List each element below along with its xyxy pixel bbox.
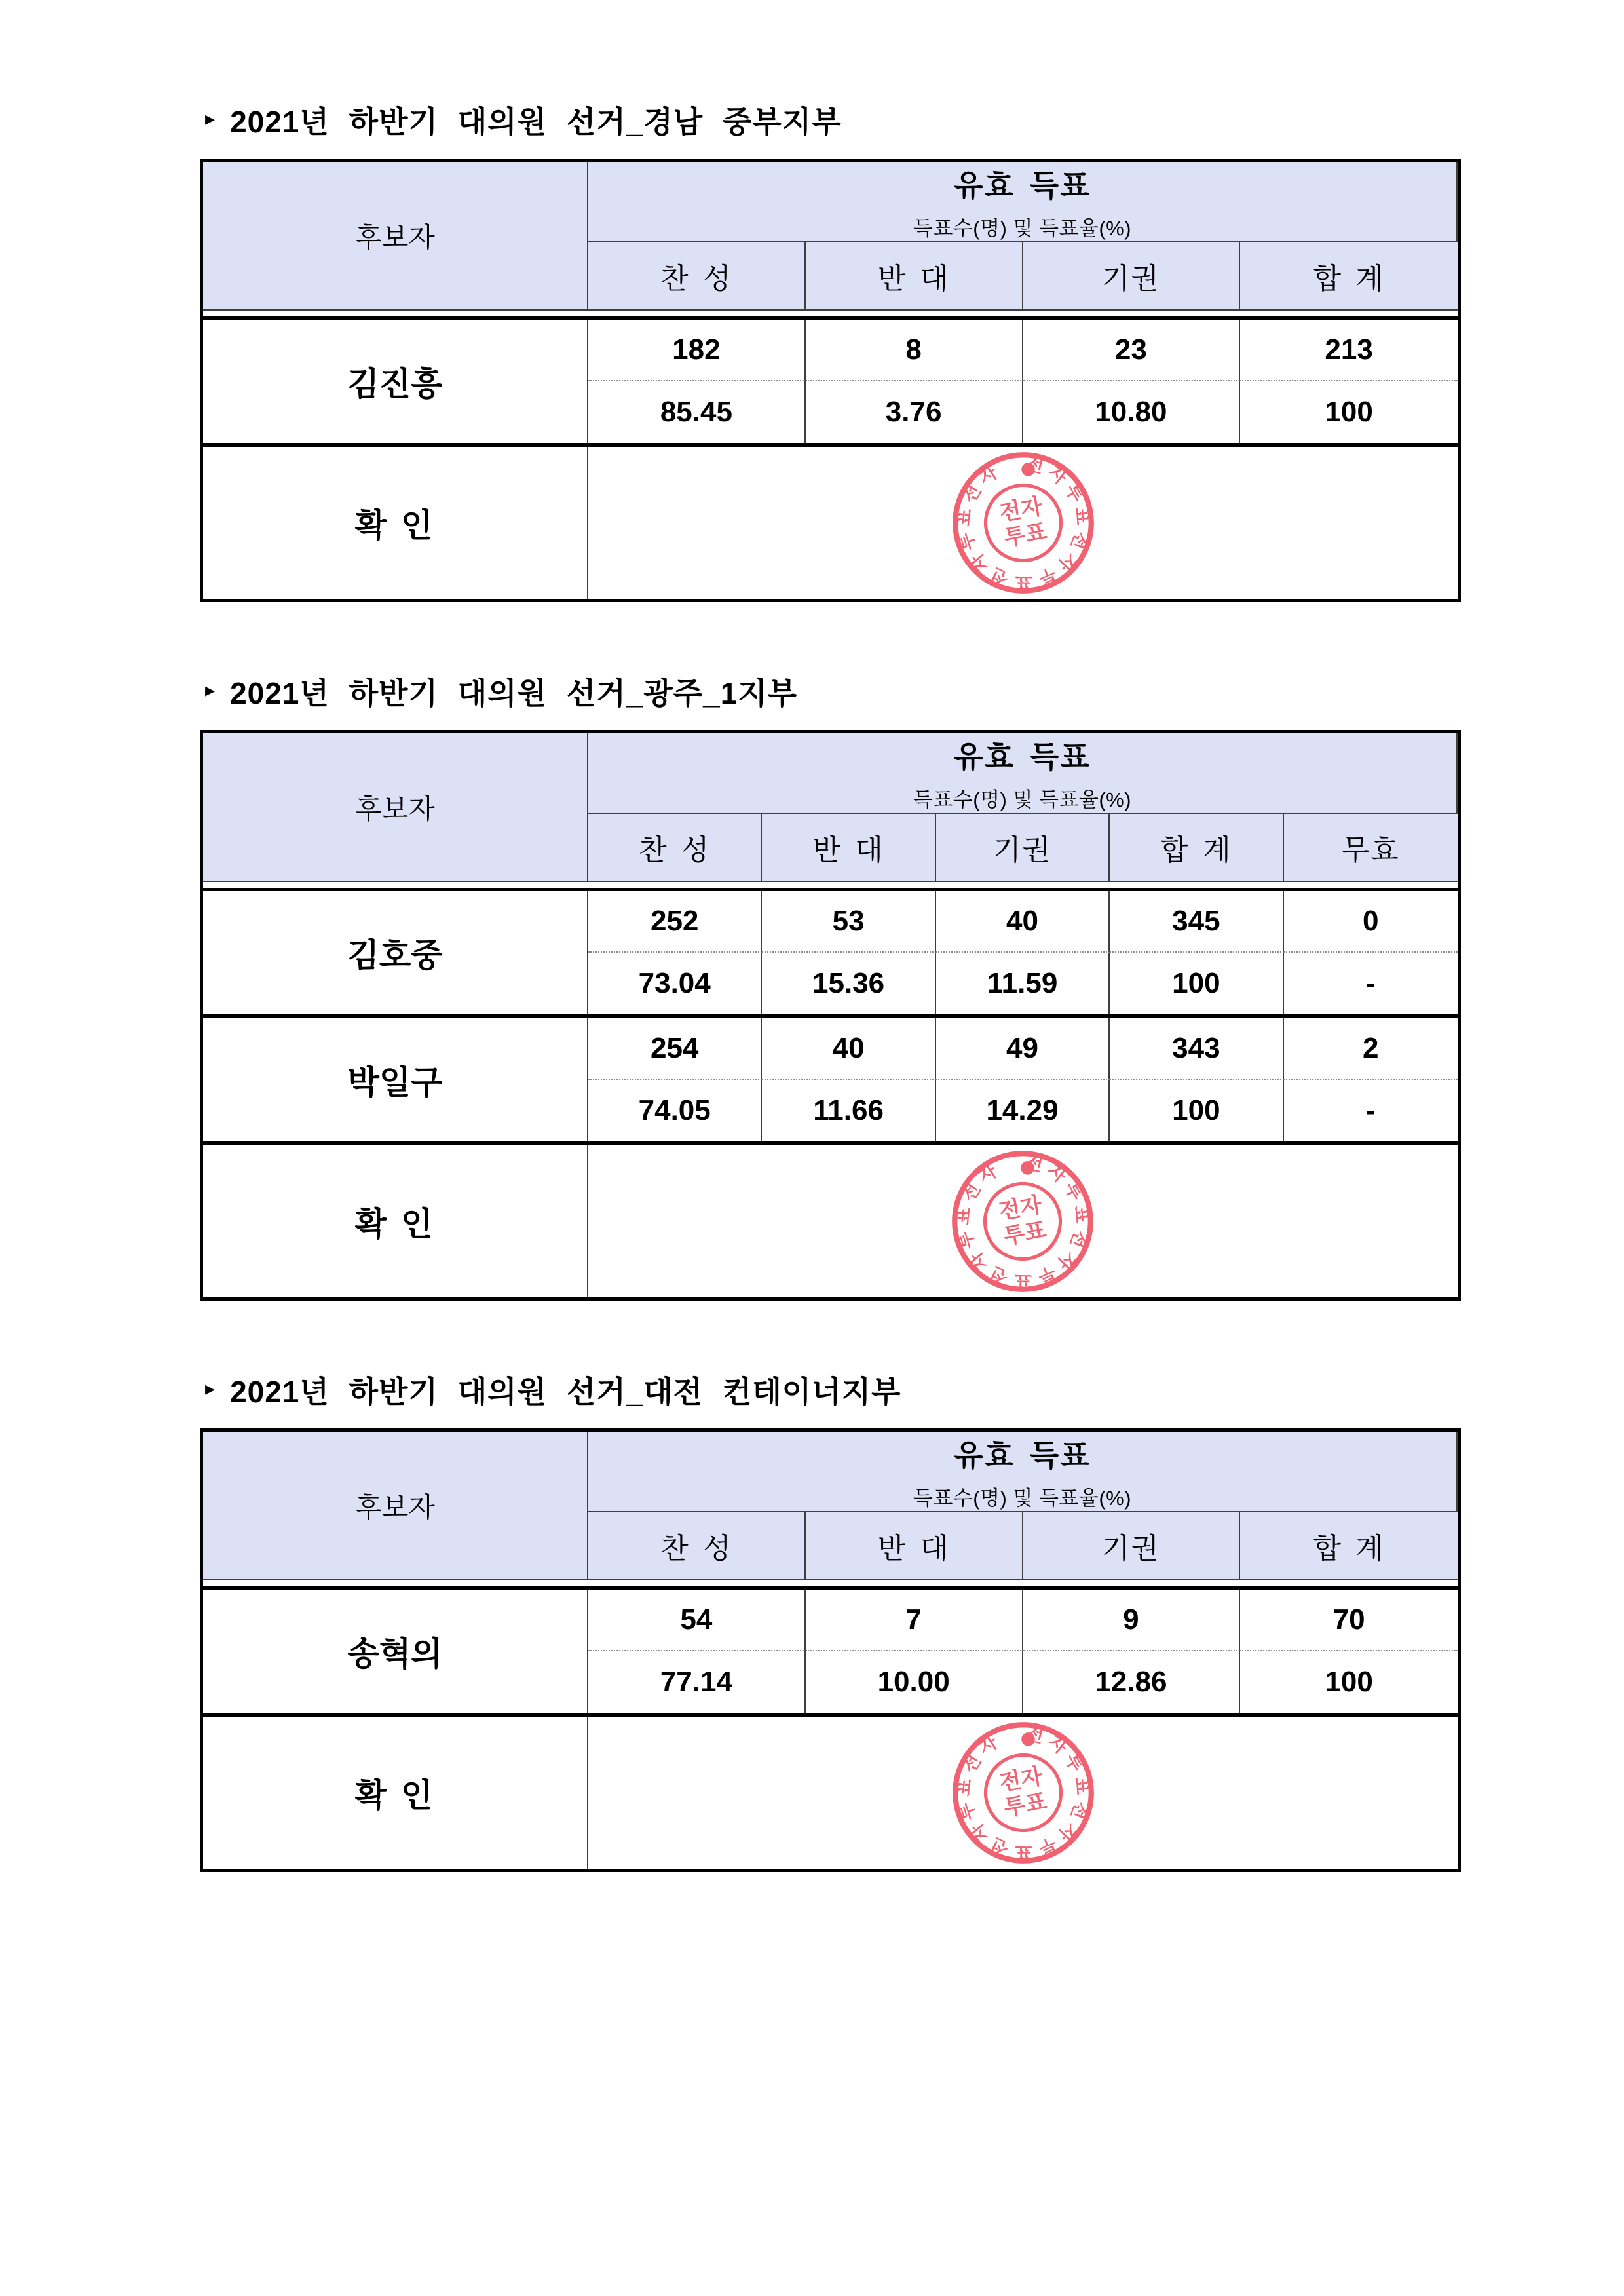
results-table — [200, 1428, 1461, 1872]
header-divider — [203, 1579, 1458, 1590]
svg-text:전자투표전자투표전자투표전자: 전자투표전자투표전자투표전자 — [953, 1151, 1093, 1292]
vote-rate-cell: 10.00 — [806, 1651, 1023, 1713]
valid-votes-title: 유효 득표 — [954, 1438, 1091, 1472]
triangle-bullet-icon: ▸ — [205, 1377, 216, 1400]
confirm-stamp-cell — [588, 1717, 1458, 1869]
electronic-vote-stamp — [949, 1719, 1097, 1867]
confirm-label-cell: 확 인 — [203, 447, 588, 599]
vote-count-cell: 343 — [1110, 1018, 1283, 1080]
column-header: 기권 — [1023, 1512, 1241, 1579]
candidate-name-cell: 김호중 — [203, 891, 588, 1014]
vote-rate-cell: 10.80 — [1023, 381, 1241, 443]
triangle-bullet-icon: ▸ — [205, 107, 216, 130]
confirm-label-cell: 확 인 — [203, 1717, 588, 1869]
vote-count-cell: 182 — [588, 320, 806, 381]
section-title — [205, 670, 1461, 713]
vote-rate-cell: 100 — [1110, 1080, 1283, 1141]
section-title — [205, 1368, 1461, 1411]
section-daejeon — [200, 1368, 1461, 1872]
vote-count-cell: 23 — [1023, 320, 1241, 381]
vote-count-cell: 53 — [762, 891, 935, 953]
results-table — [200, 730, 1461, 1301]
section-title-text: 2021년 하반기 대의원 선거_경남 중부지부 — [230, 105, 842, 139]
svg-text:전자: 전자 — [997, 1192, 1044, 1225]
valid-votes-subtitle: 득표수(명) 및 득표율(%) — [913, 788, 1132, 811]
confirm-label-cell: 확 인 — [203, 1145, 588, 1297]
column-header: 무효 — [1284, 814, 1458, 881]
vote-rate-cell: 100 — [1325, 1666, 1373, 1698]
svg-text:투표: 투표 — [1002, 519, 1049, 551]
vote-rate-cell: 73.04 — [588, 953, 762, 1014]
vote-count-cell: 0 — [1284, 891, 1458, 953]
column-header: 찬 성 — [588, 814, 762, 881]
vote-count-cell: 213 — [1240, 320, 1458, 381]
vote-rate-cell: 12.86 — [1023, 1651, 1241, 1713]
candidate-header-cell: 후보자 — [203, 162, 588, 309]
column-header: 합 계 — [1110, 814, 1283, 881]
vote-count-cell: 8 — [806, 320, 1023, 381]
vote-count-cell: 70 — [1240, 1590, 1458, 1651]
section-gwangju — [200, 670, 1461, 1301]
vote-count-cell: 40 — [762, 1018, 935, 1080]
confirm-stamp-cell — [588, 1145, 1458, 1297]
section-title — [205, 98, 1461, 142]
valid-votes-header-cell — [588, 733, 1458, 814]
vote-rate-cell: 14.29 — [936, 1080, 1110, 1141]
vote-rate-cell: - — [1365, 967, 1376, 999]
column-header: 찬 성 — [588, 242, 806, 309]
svg-text:투표: 투표 — [1002, 1217, 1049, 1250]
section-title-text: 2021년 하반기 대의원 선거_광주_1지부 — [230, 676, 798, 710]
svg-text:전자투표전자투표전자투표전자: 전자투표전자투표전자투표전자 — [953, 452, 1093, 593]
header-divider — [203, 309, 1458, 320]
valid-votes-title: 유효 득표 — [954, 168, 1091, 202]
column-header: 합 계 — [1240, 1512, 1458, 1579]
vote-count-cell: 40 — [936, 891, 1110, 953]
vote-rate-cell: 15.36 — [762, 953, 935, 1014]
vote-count-cell: 345 — [1110, 891, 1283, 953]
vote-rate-cell: 100 — [1325, 396, 1373, 428]
vote-count-cell: 9 — [1023, 1590, 1241, 1651]
results-table — [200, 159, 1461, 602]
candidate-name-cell: 박일구 — [203, 1018, 588, 1141]
vote-count-cell: 54 — [588, 1590, 806, 1651]
vote-count-cell: 254 — [588, 1018, 762, 1080]
column-header: 반 대 — [762, 814, 935, 881]
vote-rate-cell: 11.59 — [936, 953, 1110, 1014]
valid-votes-subtitle: 득표수(명) 및 득표율(%) — [913, 217, 1132, 240]
candidate-header-cell: 후보자 — [203, 1432, 588, 1579]
vote-rate-cell: 74.05 — [588, 1080, 762, 1141]
column-header: 반 대 — [806, 242, 1023, 309]
confirm-stamp-cell — [588, 447, 1458, 599]
column-header: 찬 성 — [588, 1512, 806, 1579]
candidate-name-cell: 김진흥 — [203, 320, 588, 443]
vote-rate-cell: 3.76 — [806, 381, 1023, 443]
column-header: 기권 — [1023, 242, 1241, 309]
electronic-vote-stamp — [949, 1147, 1097, 1295]
svg-text:전자: 전자 — [997, 1763, 1044, 1796]
column-header: 합 계 — [1240, 242, 1458, 309]
valid-votes-header-cell — [588, 162, 1458, 242]
document-content — [200, 98, 1461, 1940]
triangle-bullet-icon: ▸ — [205, 679, 216, 701]
column-header: 반 대 — [806, 1512, 1023, 1579]
section-title-text: 2021년 하반기 대의원 선거_대전 컨테이너지부 — [230, 1375, 901, 1409]
valid-votes-header-cell — [588, 1432, 1458, 1512]
header-divider — [203, 881, 1458, 891]
electronic-vote-stamp — [949, 449, 1097, 597]
vote-count-cell: 2 — [1284, 1018, 1458, 1080]
vote-rate-cell: - — [1365, 1094, 1376, 1126]
candidate-name-cell: 송혁의 — [203, 1590, 588, 1713]
vote-rate-cell: 85.45 — [588, 381, 806, 443]
svg-text:전자투표전자투표전자투표전자: 전자투표전자투표전자투표전자 — [953, 1722, 1093, 1863]
svg-text:전자: 전자 — [997, 493, 1044, 526]
valid-votes-title: 유효 득표 — [954, 740, 1091, 774]
svg-text:투표: 투표 — [1002, 1789, 1049, 1821]
column-header: 기권 — [936, 814, 1110, 881]
vote-rate-cell: 77.14 — [588, 1651, 806, 1713]
vote-count-cell: 252 — [588, 891, 762, 953]
vote-rate-cell: 11.66 — [762, 1080, 935, 1141]
candidate-header-cell: 후보자 — [203, 733, 588, 881]
vote-count-cell: 7 — [806, 1590, 1023, 1651]
vote-rate-cell: 100 — [1110, 953, 1283, 1014]
section-gyeongnam — [200, 98, 1461, 602]
vote-count-cell: 49 — [936, 1018, 1110, 1080]
valid-votes-subtitle: 득표수(명) 및 득표율(%) — [913, 1487, 1132, 1510]
